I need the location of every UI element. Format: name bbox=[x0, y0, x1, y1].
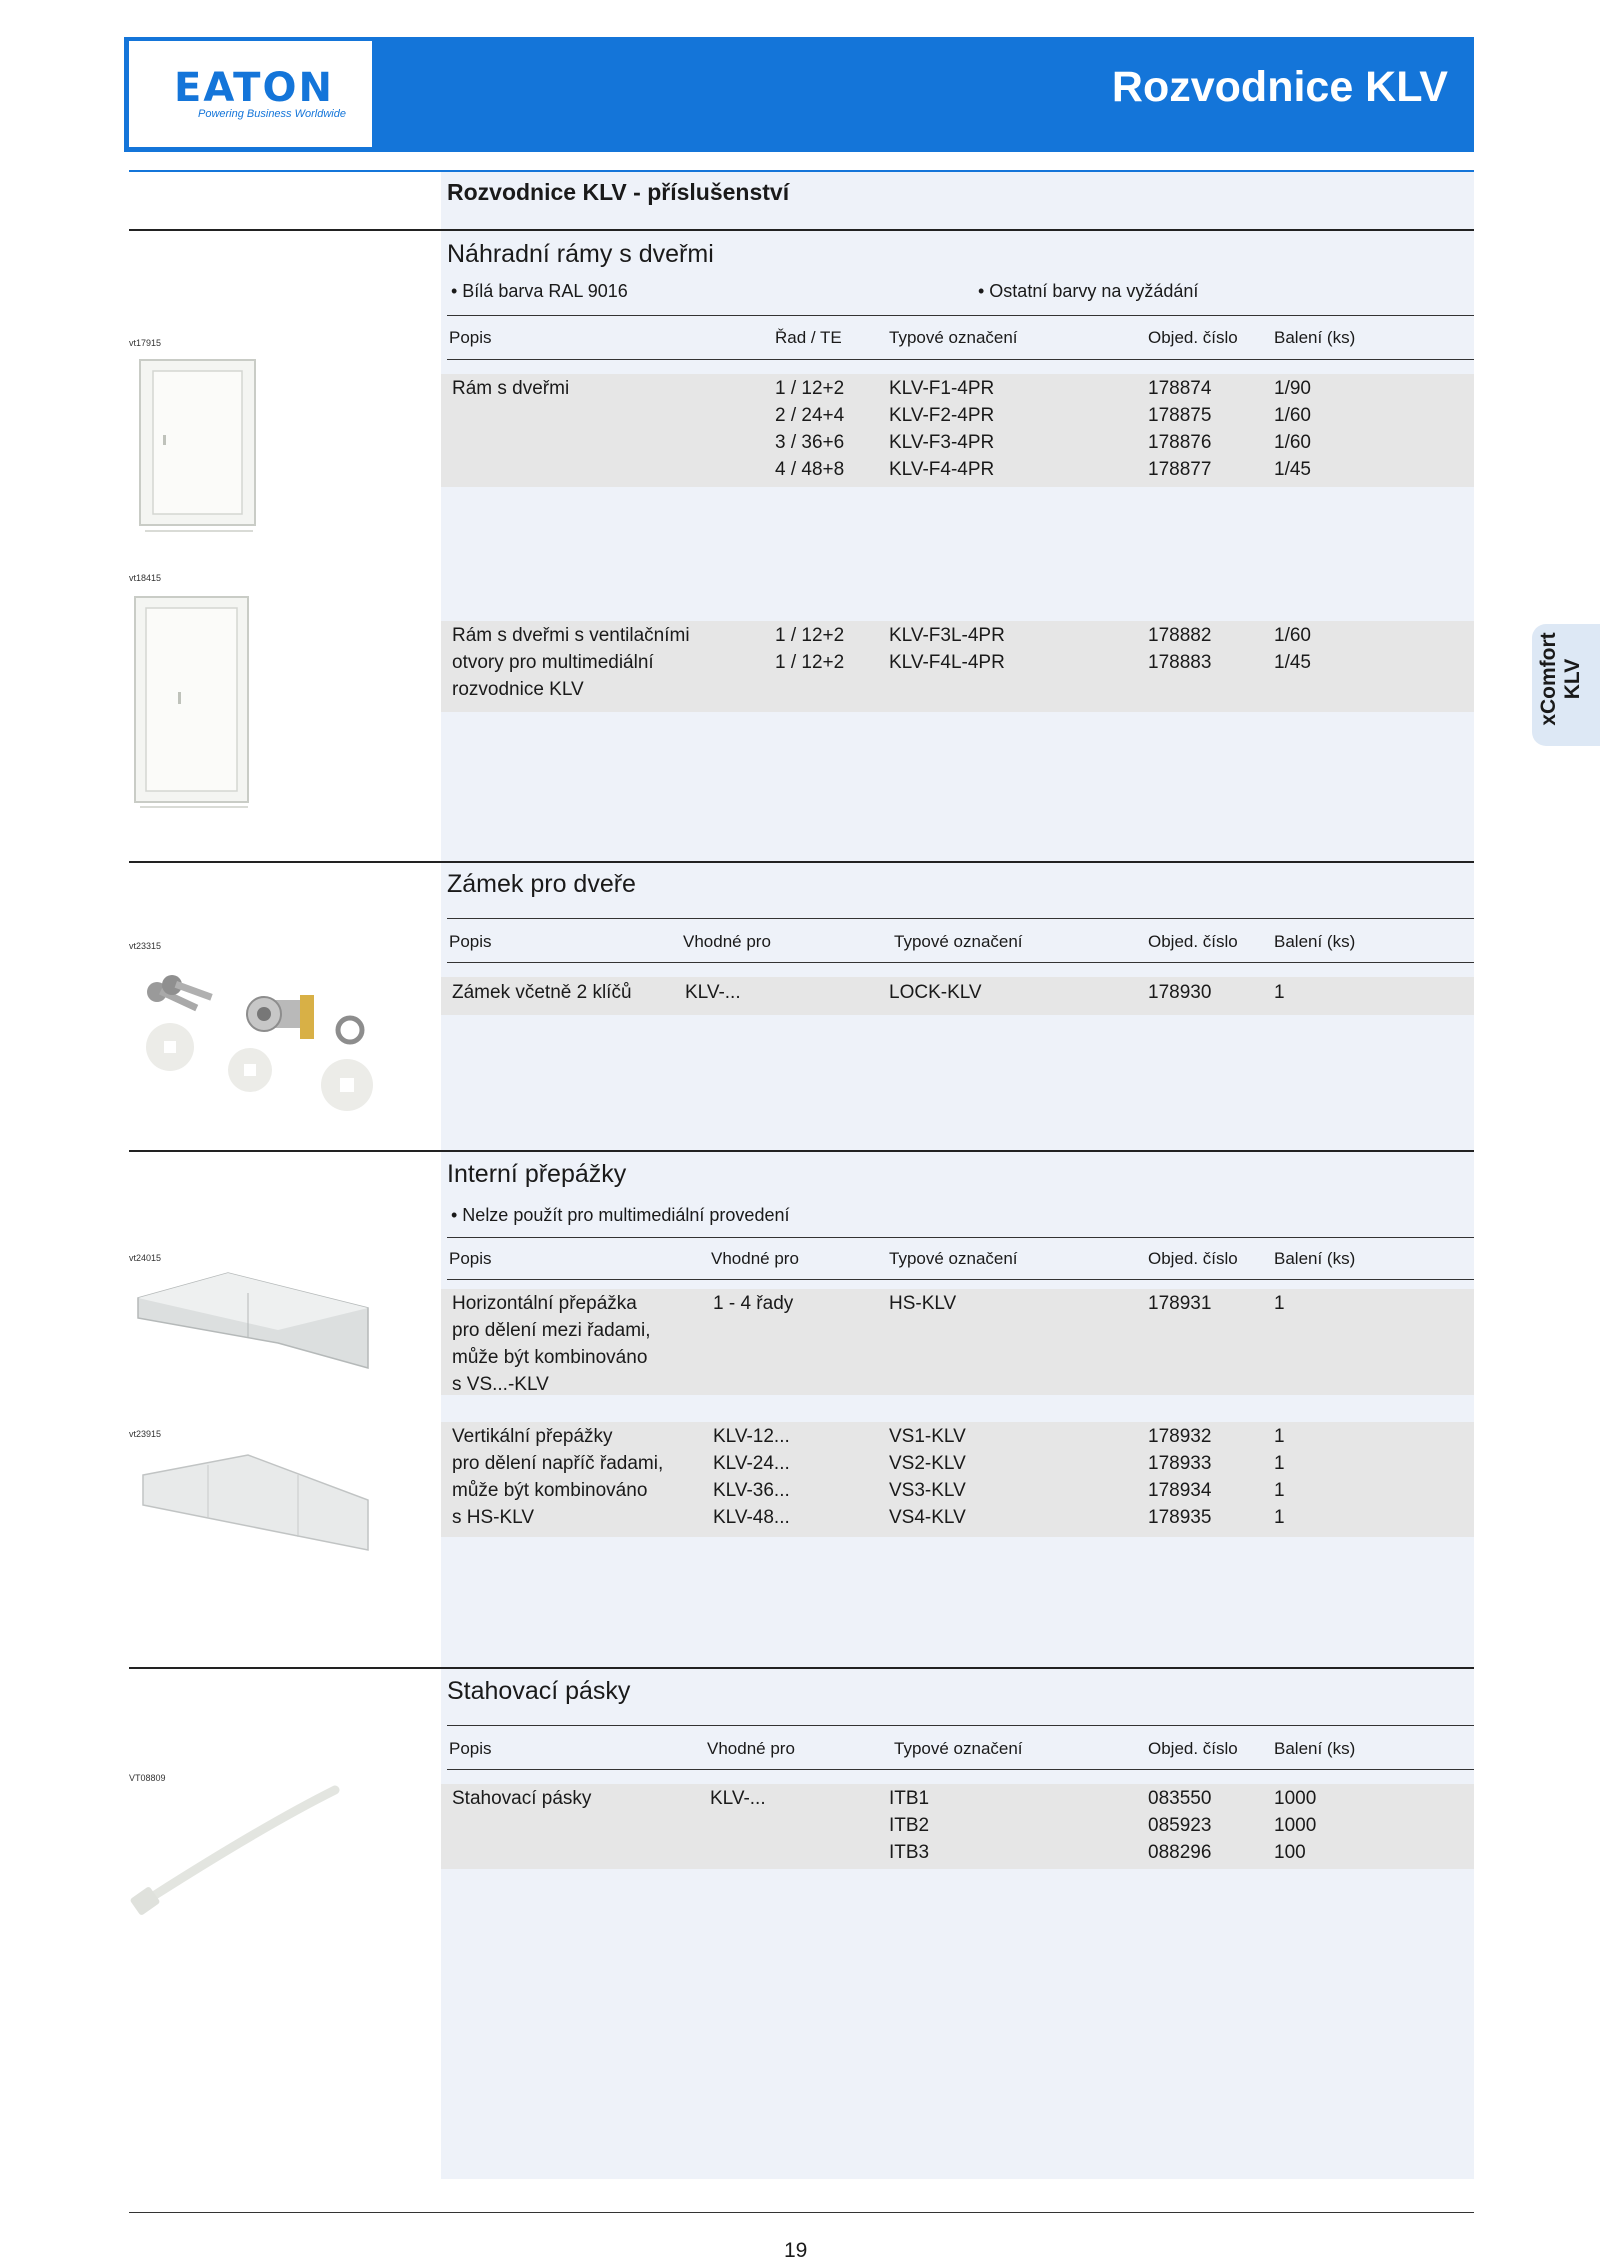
section-divider bbox=[129, 1667, 1474, 1669]
table-rule bbox=[447, 1769, 1474, 1770]
cell-typ: KLV-F1-4PR KLV-F2-4PR KLV-F3-4PR KLV-F4-4PR bbox=[889, 378, 995, 480]
cell-vhodne: KLV-... bbox=[710, 1788, 766, 1809]
page-number: 19 bbox=[784, 2239, 808, 2262]
column-header: Balení (ks) bbox=[1274, 1249, 1356, 1268]
frame-door-vented-image bbox=[130, 592, 255, 812]
cell-typ: LOCK-KLV bbox=[889, 982, 982, 1003]
cell-typ: HS-KLV bbox=[889, 1293, 957, 1314]
column-header: Typové označení bbox=[894, 932, 1023, 951]
cell-baleni: 1 bbox=[1274, 1293, 1285, 1314]
cell-popis: Vertikální přepážky pro dělení napříč řadami, může být kombinováno s HS-KLV bbox=[452, 1426, 664, 1528]
vertical-divider-image bbox=[128, 1445, 378, 1555]
section-divider bbox=[129, 861, 1474, 863]
section-note: • Ostatní barvy na vyžádání bbox=[978, 281, 1199, 301]
logo-wordmark: EATON bbox=[174, 65, 334, 111]
cell-baleni: 1000 1000 100 bbox=[1274, 1788, 1317, 1863]
cell-cislo: 178930 bbox=[1148, 982, 1212, 1003]
column-header: Objed. číslo bbox=[1148, 932, 1238, 951]
table-row bbox=[441, 1784, 1474, 1869]
section-note: • Nelze použít pro multimediální provedení bbox=[451, 1205, 790, 1225]
table-rule bbox=[447, 1237, 1474, 1238]
door-lock-image bbox=[132, 955, 412, 1115]
cell-baleni: 1/90 1/60 1/60 1/45 bbox=[1274, 378, 1311, 480]
cell-cislo: 178882 178883 bbox=[1148, 625, 1212, 673]
section-title: Náhradní rámy s dveřmi bbox=[447, 240, 714, 268]
cell-cislo: 083550 085923 088296 bbox=[1148, 1788, 1212, 1863]
table-rule bbox=[447, 359, 1474, 360]
cell-rad: 1 / 12+2 1 / 12+2 bbox=[775, 625, 845, 673]
section-title: Stahovací pásky bbox=[447, 1677, 631, 1705]
cell-baleni: 1 1 1 1 bbox=[1274, 1426, 1285, 1528]
cell-popis: Rám s dveřmi s ventilačními otvory pro multimediální rozvodnice KLV bbox=[452, 625, 690, 700]
image-code: vt23315 bbox=[129, 941, 162, 951]
cell-baleni: 1 bbox=[1274, 982, 1285, 1003]
cell-vhodne: KLV-12... KLV-24... KLV-36... KLV-48... bbox=[713, 1426, 790, 1528]
page-subtitle: Rozvodnice KLV - příslušenství bbox=[447, 179, 790, 205]
column-header: Popis bbox=[449, 1249, 492, 1268]
cell-vhodne: 1 - 4 řady bbox=[713, 1293, 794, 1314]
cell-cislo: 178931 bbox=[1148, 1293, 1212, 1314]
cable-tie-image bbox=[125, 1785, 345, 1925]
cell-cislo: 178874 178875 178876 178877 bbox=[1148, 378, 1212, 480]
table-rule bbox=[447, 1279, 1474, 1280]
cell-typ: KLV-F3L-4PR KLV-F4L-4PR bbox=[889, 625, 1005, 673]
section-divider bbox=[129, 229, 1474, 231]
column-header: Řad / TE bbox=[775, 328, 842, 347]
cell-popis: Rám s dveřmi bbox=[452, 378, 570, 399]
column-header: Vhodné pro bbox=[707, 1739, 795, 1758]
column-header: Vhodné pro bbox=[711, 1249, 799, 1268]
cell-baleni: 1/60 1/45 bbox=[1274, 625, 1311, 673]
page-title: Rozvodnice KLV bbox=[1111, 63, 1448, 111]
column-header: Balení (ks) bbox=[1274, 932, 1356, 951]
table-rule bbox=[447, 962, 1474, 963]
footer-rule bbox=[129, 2212, 1474, 2213]
table-rule bbox=[447, 315, 1474, 316]
image-code: vt23915 bbox=[129, 1429, 162, 1439]
section-divider bbox=[129, 1150, 1474, 1152]
cell-typ: VS1-KLV VS2-KLV VS3-KLV VS4-KLV bbox=[889, 1426, 966, 1528]
image-code: vt24015 bbox=[129, 1253, 162, 1263]
cell-cislo: 178932 178933 178934 178935 bbox=[1148, 1426, 1212, 1528]
column-header: Typové označení bbox=[889, 1249, 1018, 1268]
side-tab-line-2: KLV bbox=[1561, 658, 1584, 700]
cell-vhodne: KLV-... bbox=[685, 982, 741, 1003]
logo-tagline: Powering Business Worldwide bbox=[198, 108, 346, 120]
table-rule bbox=[447, 918, 1474, 919]
column-header: Vhodné pro bbox=[683, 932, 771, 951]
image-code: VT08809 bbox=[129, 1773, 166, 1783]
column-header: Objed. číslo bbox=[1148, 328, 1238, 347]
column-header: Objed. číslo bbox=[1148, 1739, 1238, 1758]
cell-rad: 1 / 12+2 2 / 24+4 3 / 36+6 4 / 48+8 bbox=[775, 378, 845, 480]
column-header: Typové označení bbox=[889, 328, 1018, 347]
column-header: Popis bbox=[449, 1739, 492, 1758]
horizontal-divider-image bbox=[128, 1268, 378, 1373]
section-note: • Bílá barva RAL 9016 bbox=[451, 281, 628, 301]
cell-popis: Zámek včetně 2 klíčů bbox=[452, 982, 632, 1003]
column-header: Balení (ks) bbox=[1274, 1739, 1356, 1758]
cell-popis: Stahovací pásky bbox=[452, 1788, 592, 1809]
column-header: Objed. číslo bbox=[1148, 1249, 1238, 1268]
column-header: Balení (ks) bbox=[1274, 328, 1356, 347]
frame-door-image bbox=[135, 355, 260, 535]
column-header: Typové označení bbox=[894, 1739, 1023, 1758]
cell-popis: Horizontální přepážka pro dělení mezi řadami, může být kombinováno s VS...-KLV bbox=[452, 1293, 651, 1395]
section-title: Zámek pro dveře bbox=[447, 870, 636, 898]
table-rule bbox=[447, 1725, 1474, 1726]
image-code: vt18415 bbox=[129, 573, 162, 583]
header-divider bbox=[129, 170, 1474, 172]
column-header: Popis bbox=[449, 328, 492, 347]
side-tab-line-1: xComfort bbox=[1537, 632, 1560, 726]
section-title: Interní přepážky bbox=[447, 1160, 627, 1188]
cell-typ: ITB1 ITB2 ITB3 bbox=[889, 1788, 930, 1863]
column-header: Popis bbox=[449, 932, 492, 951]
side-tab-label bbox=[1537, 624, 1585, 734]
image-code: vt17915 bbox=[129, 338, 162, 348]
